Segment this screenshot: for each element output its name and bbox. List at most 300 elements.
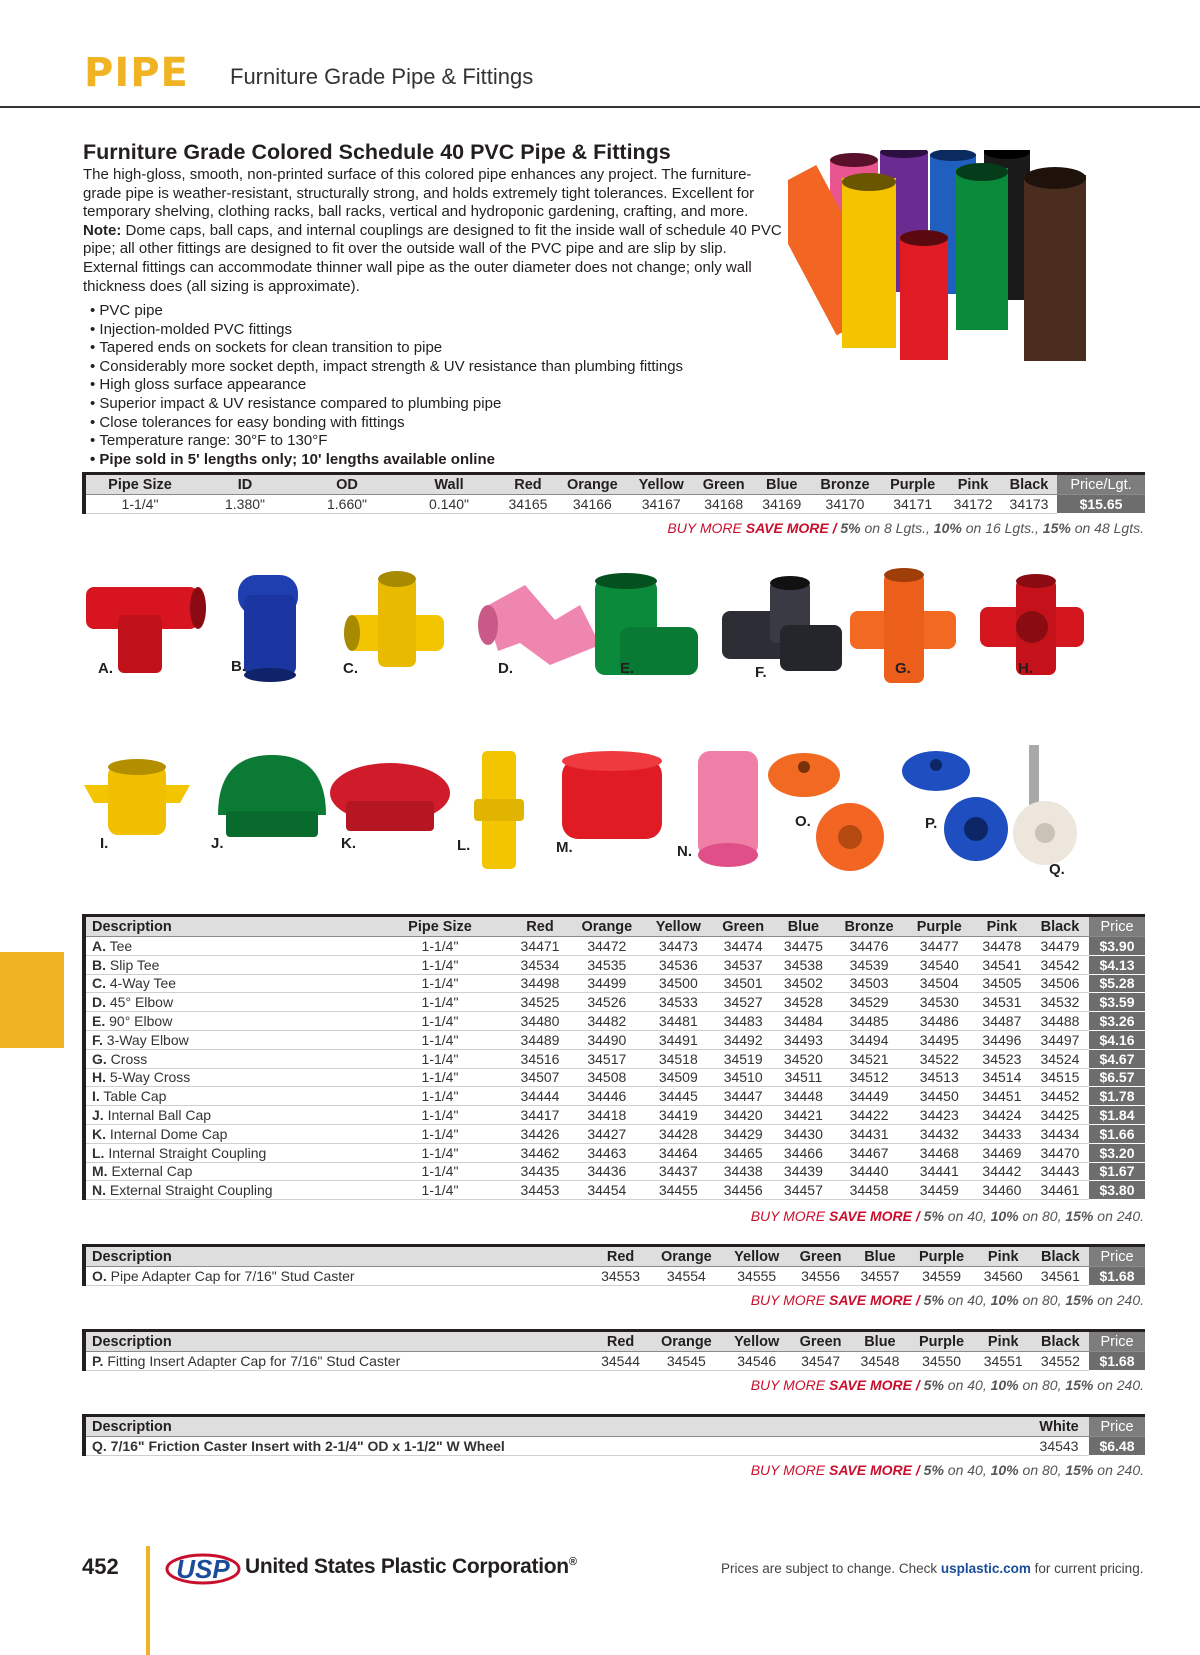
cell: 34454 xyxy=(569,1181,645,1200)
price-cell: $1.84 xyxy=(1089,1106,1145,1125)
item-letter: G. xyxy=(92,1050,107,1067)
table-row xyxy=(84,993,1145,1012)
cell: 34464 xyxy=(645,1143,712,1162)
description-cell xyxy=(84,1030,369,1049)
col-pink: Pink xyxy=(973,916,1031,937)
cell: 34424 xyxy=(973,1106,1031,1125)
promo-on: on xyxy=(943,1208,968,1224)
item-letter: O. xyxy=(92,1267,107,1284)
col-green: Green xyxy=(712,916,774,937)
cell: 34469 xyxy=(973,1143,1031,1162)
promo-note-insert xyxy=(751,1377,1144,1393)
promo-qty: 240. xyxy=(1116,1208,1144,1224)
item-letter: B. xyxy=(92,956,106,973)
cell: 34503 xyxy=(832,974,905,993)
cell: 34471 xyxy=(511,937,569,956)
cell: 34173 xyxy=(1001,495,1057,514)
cell: 34451 xyxy=(973,1087,1031,1106)
col-purple: Purple xyxy=(908,1331,974,1352)
cell: 1-1/4" xyxy=(369,974,511,993)
caster-table-header xyxy=(84,1416,1145,1437)
promo-on: on xyxy=(1093,1377,1117,1393)
item-desc: Fitting Insert Adapter Cap for 7/16" Stud Caster xyxy=(107,1352,401,1369)
cell: 34561 xyxy=(1032,1267,1089,1286)
price-cell: $3.80 xyxy=(1089,1181,1145,1200)
table-row xyxy=(84,1437,1145,1456)
promo-buy: BUY MORE xyxy=(750,1462,829,1478)
promo-qty: 16 Lgts., xyxy=(985,520,1043,536)
cell: 34545 xyxy=(649,1352,723,1371)
description-cell xyxy=(84,993,369,1012)
description-cell xyxy=(84,1181,369,1200)
cell: 34434 xyxy=(1031,1124,1089,1143)
cell: 1.660" xyxy=(296,495,398,514)
registered-mark: ® xyxy=(568,1556,577,1568)
cell: 34502 xyxy=(774,974,832,993)
elbow-90-fitting xyxy=(595,573,698,675)
cell: 34482 xyxy=(569,1012,645,1031)
cell: 34539 xyxy=(832,955,905,974)
item-desc: Slip Tee xyxy=(109,956,160,973)
table-row xyxy=(84,955,1145,974)
cell: 34491 xyxy=(645,1030,712,1049)
internal-coupling-fitting xyxy=(474,751,524,869)
col-description: Description xyxy=(84,916,369,937)
promo-pct: 15% xyxy=(1065,1292,1094,1308)
cell: 34478 xyxy=(973,937,1031,956)
cell: 34552 xyxy=(1032,1352,1089,1371)
cell: 34479 xyxy=(1031,937,1089,956)
label-k: K. xyxy=(341,835,356,852)
promo-buy: BUY MORE xyxy=(750,1292,829,1308)
cell: 34466 xyxy=(774,1143,832,1162)
item-letter: E. xyxy=(92,1013,106,1030)
promo-pct: 5% xyxy=(923,1292,944,1308)
col-red: Red xyxy=(592,1246,649,1267)
promo-note-caster xyxy=(751,1462,1144,1478)
col-red: Red xyxy=(500,474,556,495)
cell: 34422 xyxy=(832,1106,905,1125)
col-blue: Blue xyxy=(754,474,810,495)
item-letter: H. xyxy=(92,1069,106,1086)
price-cell: $1.78 xyxy=(1089,1087,1145,1106)
col-wall: Wall xyxy=(398,474,500,495)
cell: 34505 xyxy=(973,974,1031,993)
adapter-cap-table xyxy=(82,1244,1145,1286)
col-green: Green xyxy=(790,1331,852,1352)
cell: 34467 xyxy=(832,1143,905,1162)
company-name xyxy=(245,1555,577,1579)
table-row xyxy=(84,1267,1145,1286)
external-cap-fitting xyxy=(562,751,662,839)
promo-qty: 80, xyxy=(1042,1377,1066,1393)
cell: 34529 xyxy=(832,993,905,1012)
cell: 1-1/4" xyxy=(84,495,194,514)
col-orange: Orange xyxy=(649,1246,723,1267)
cell: 1.380" xyxy=(194,495,296,514)
feature-item: • Superior impact & UV resistance compared to plumbing pipe xyxy=(90,395,683,414)
cell: 34546 xyxy=(724,1352,790,1371)
cell: 34432 xyxy=(906,1124,973,1143)
col-orange: Orange xyxy=(556,474,629,495)
cell: 34535 xyxy=(569,955,645,974)
price-cell: $3.90 xyxy=(1089,937,1145,956)
item-desc: Q. 7/16" Friction Caster Insert with 2-1/4" OD x 1-1/2" W Wheel xyxy=(92,1437,505,1454)
cell: 1-1/4" xyxy=(369,1162,511,1181)
label-q: Q. xyxy=(1049,861,1065,878)
cell: 34514 xyxy=(973,1068,1031,1087)
item-desc: 4-Way Tee xyxy=(109,975,177,992)
cell: 34550 xyxy=(908,1352,974,1371)
promo-buy: BUY MORE xyxy=(750,1377,829,1393)
cell: 34421 xyxy=(774,1106,832,1125)
price-cell: $4.16 xyxy=(1089,1030,1145,1049)
cell: 34429 xyxy=(712,1124,774,1143)
cell: 34433 xyxy=(973,1124,1031,1143)
col-bronze: Bronze xyxy=(810,474,881,495)
feature-list xyxy=(90,302,683,469)
cell: 34507 xyxy=(511,1068,569,1087)
col-pink: Pink xyxy=(975,1246,1032,1267)
header-rule xyxy=(0,106,1200,108)
three-way-elbow-fitting xyxy=(722,576,842,671)
col-purple: Purple xyxy=(908,1246,974,1267)
col-red: Red xyxy=(592,1331,649,1352)
pipe-green xyxy=(956,163,1008,330)
label-f: F. xyxy=(755,664,767,681)
col-od: OD xyxy=(296,474,398,495)
cell: 34555 xyxy=(724,1267,790,1286)
cell: 34528 xyxy=(774,993,832,1012)
cell: 34483 xyxy=(712,1012,774,1031)
cell: 34509 xyxy=(645,1068,712,1087)
item-desc: Tee xyxy=(109,937,133,954)
col-price: Price xyxy=(1089,1416,1145,1437)
cell: 34476 xyxy=(832,937,905,956)
item-letter: N. xyxy=(92,1182,106,1199)
description-cell xyxy=(84,1068,369,1087)
col-price: Price/Lgt. xyxy=(1057,474,1145,495)
table-row xyxy=(84,1087,1145,1106)
cell: 34485 xyxy=(832,1012,905,1031)
promo-qty: 240. xyxy=(1116,1462,1144,1478)
cell: 34557 xyxy=(851,1267,908,1286)
cell: 34457 xyxy=(774,1181,832,1200)
caster-table xyxy=(82,1414,1145,1456)
item-letter: L. xyxy=(92,1144,105,1161)
description-cell xyxy=(84,1352,592,1371)
cell: 34165 xyxy=(500,495,556,514)
label-g: G. xyxy=(895,660,911,677)
item-desc: External Cap xyxy=(111,1163,193,1180)
label-b: B. xyxy=(231,658,246,675)
table-row xyxy=(84,937,1145,956)
cell: 1-1/4" xyxy=(369,1030,511,1049)
cell: 34489 xyxy=(511,1030,569,1049)
cell: 34504 xyxy=(906,974,973,993)
label-c: C. xyxy=(343,660,358,677)
col-purple: Purple xyxy=(906,916,973,937)
colored-pipes-image xyxy=(788,150,1138,362)
cell: 34465 xyxy=(712,1143,774,1162)
cell: 34436 xyxy=(569,1162,645,1181)
item-letter: K. xyxy=(92,1125,106,1142)
price-cell: $1.68 xyxy=(1089,1352,1145,1371)
promo-qty: 48 Lgts. xyxy=(1094,520,1144,536)
feature-item: • Close tolerances for easy bonding with fittings xyxy=(90,414,683,433)
item-letter: A. xyxy=(92,937,106,954)
cell: 34428 xyxy=(645,1124,712,1143)
four-way-tee-fitting xyxy=(344,571,444,667)
cell: 34446 xyxy=(569,1087,645,1106)
cell: 34473 xyxy=(645,937,712,956)
promo-note-fittings xyxy=(751,1208,1144,1224)
cell: 34538 xyxy=(774,955,832,974)
cell: 34559 xyxy=(908,1267,974,1286)
promo-on: on xyxy=(1018,1462,1042,1478)
pipe-table xyxy=(82,472,1145,514)
item-letter: M. xyxy=(92,1163,108,1180)
feature-item-bold: • Pipe sold in 5' lengths only; 10' lengths available online xyxy=(90,451,683,470)
cell: 34172 xyxy=(945,495,1001,514)
description-cell xyxy=(84,1437,1029,1456)
promo-save: SAVE MORE / xyxy=(829,1462,924,1478)
cell: 34542 xyxy=(1031,955,1089,974)
col-description: Description xyxy=(84,1331,592,1352)
cell: 34551 xyxy=(975,1352,1032,1371)
col-price: Price xyxy=(1089,916,1145,937)
cell: 34430 xyxy=(774,1124,832,1143)
cell: 34515 xyxy=(1031,1068,1089,1087)
promo-pct: 15% xyxy=(1065,1462,1094,1478)
price-cell: $4.13 xyxy=(1089,955,1145,974)
promo-buy: BUY MORE xyxy=(750,1208,829,1224)
col-description: Description xyxy=(84,1246,592,1267)
promo-note-adapter xyxy=(751,1292,1144,1308)
promo-on: on xyxy=(943,1292,968,1308)
website-link[interactable]: usplastic.com xyxy=(940,1561,1031,1576)
label-a: A. xyxy=(98,660,113,677)
description-cell xyxy=(84,1087,369,1106)
cell: 34554 xyxy=(649,1267,723,1286)
feature-item: • PVC pipe xyxy=(90,302,683,321)
cell: 34468 xyxy=(906,1143,973,1162)
col-description: Description xyxy=(84,1416,1029,1437)
price-cell: $6.48 xyxy=(1089,1437,1145,1456)
col-id: ID xyxy=(194,474,296,495)
cell: 34463 xyxy=(569,1143,645,1162)
item-desc: Pipe Adapter Cap for 7/16" Stud Caster xyxy=(110,1267,355,1284)
feature-item: • Considerably more socket depth, impact strength & UV resistance than plumbing fittings xyxy=(90,358,683,377)
price-cell: $6.57 xyxy=(1089,1068,1145,1087)
cell: 34455 xyxy=(645,1181,712,1200)
label-p: P. xyxy=(925,815,938,832)
cell: 34511 xyxy=(774,1068,832,1087)
col-black: Black xyxy=(1001,474,1057,495)
cell: 34519 xyxy=(712,1049,774,1068)
cell: 34492 xyxy=(712,1030,774,1049)
promo-save: SAVE MORE / xyxy=(745,520,841,536)
disclaimer-text: Prices are subject to change. Check xyxy=(721,1561,941,1576)
fitting-insert-adapter-cap xyxy=(902,751,1008,861)
col-white: White xyxy=(1029,1416,1089,1437)
table-row xyxy=(84,1162,1145,1181)
cell: 34487 xyxy=(973,1012,1031,1031)
col-black: Black xyxy=(1031,916,1089,937)
description-cell xyxy=(84,1106,369,1125)
item-desc: Internal Ball Cap xyxy=(107,1107,212,1124)
label-h: H. xyxy=(1018,660,1033,677)
cell: 34495 xyxy=(906,1030,973,1049)
item-letter: F. xyxy=(92,1031,103,1048)
cell: 1-1/4" xyxy=(369,1012,511,1031)
col-green: Green xyxy=(694,474,754,495)
label-o: O. xyxy=(795,813,811,830)
cell: 34481 xyxy=(645,1012,712,1031)
promo-qty: 40, xyxy=(967,1292,991,1308)
cell: 34169 xyxy=(754,495,810,514)
cell: 1-1/4" xyxy=(369,993,511,1012)
cell: 34533 xyxy=(645,993,712,1012)
cell: 34452 xyxy=(1031,1087,1089,1106)
price-cell: $3.20 xyxy=(1089,1143,1145,1162)
promo-on: on xyxy=(1070,520,1095,536)
cell: 34484 xyxy=(774,1012,832,1031)
intro-text-b: Dome caps, ball caps, and internal couplings are designed to fit the inside wall of schedule 40 PVC pipe; all other fittings are designed to fit over the outside wall of the PVC pipe and are slip by slip. External fittings can accommodate thinner wall pipe as the outer diameter does not change; only wall thickness does (all sizing is approximate). xyxy=(83,221,782,295)
table-row xyxy=(84,1106,1145,1125)
elbow-45-fitting xyxy=(478,585,600,665)
cell: 34439 xyxy=(774,1162,832,1181)
cell: 1-1/4" xyxy=(369,1068,511,1087)
cell: 34431 xyxy=(832,1124,905,1143)
cell: 34472 xyxy=(569,937,645,956)
cell: 34444 xyxy=(511,1087,569,1106)
price-disclaimer xyxy=(721,1561,1143,1576)
cell: 34499 xyxy=(569,974,645,993)
cell: 34518 xyxy=(645,1049,712,1068)
promo-save: SAVE MORE / xyxy=(829,1208,924,1224)
cell: 34531 xyxy=(973,993,1031,1012)
cell: 0.140" xyxy=(398,495,500,514)
table-row xyxy=(84,1030,1145,1049)
fittings-row-2-image xyxy=(80,745,1145,875)
cell: 34548 xyxy=(851,1352,908,1371)
promo-qty: 80, xyxy=(1042,1208,1066,1224)
cell: 34426 xyxy=(511,1124,569,1143)
promo-pct: 5% xyxy=(923,1208,944,1224)
footer-bar xyxy=(146,1546,150,1655)
cell: 34544 xyxy=(592,1352,649,1371)
price-cell: $1.68 xyxy=(1089,1267,1145,1286)
promo-pct: 10% xyxy=(933,520,962,536)
cell: 1-1/4" xyxy=(369,1143,511,1162)
cell: 34496 xyxy=(973,1030,1031,1049)
cell: 1-1/4" xyxy=(369,937,511,956)
insert-table-header xyxy=(84,1331,1145,1352)
cell: 34547 xyxy=(790,1352,852,1371)
promo-pct: 10% xyxy=(990,1292,1019,1308)
col-blue: Blue xyxy=(851,1246,908,1267)
promo-on: on xyxy=(1018,1292,1042,1308)
table-row xyxy=(84,1068,1145,1087)
cell: 34453 xyxy=(511,1181,569,1200)
promo-on: on xyxy=(1018,1377,1042,1393)
col-pink: Pink xyxy=(975,1331,1032,1352)
cell: 34501 xyxy=(712,974,774,993)
description-cell xyxy=(84,974,369,993)
cell: 34508 xyxy=(569,1068,645,1087)
col-orange: Orange xyxy=(569,916,645,937)
cell: 34448 xyxy=(774,1087,832,1106)
item-desc: 5-Way Cross xyxy=(109,1069,191,1086)
promo-pct: 15% xyxy=(1065,1377,1094,1393)
table-row xyxy=(84,1049,1145,1068)
label-e: E. xyxy=(620,660,635,677)
product-title: Furniture Grade Colored Schedule 40 PVC Pipe & Fittings xyxy=(83,140,671,164)
col-black: Black xyxy=(1032,1246,1089,1267)
intro-paragraph xyxy=(83,166,783,296)
promo-qty: 80, xyxy=(1042,1292,1066,1308)
cell: 34435 xyxy=(511,1162,569,1181)
cell: 34512 xyxy=(832,1068,905,1087)
cell: 34543 xyxy=(1029,1437,1089,1456)
pipe-adapter-cap-fitting xyxy=(768,753,884,871)
item-desc: 90° Elbow xyxy=(109,1013,173,1030)
cell: 34437 xyxy=(645,1162,712,1181)
table-cap-fitting xyxy=(84,759,190,835)
col-price: Price xyxy=(1089,1246,1145,1267)
promo-pct: 15% xyxy=(1042,520,1071,536)
label-d: D. xyxy=(498,660,513,677)
item-letter: I. xyxy=(92,1088,100,1105)
caster-insert-fitting xyxy=(1013,745,1077,865)
promo-qty: 40, xyxy=(967,1208,991,1224)
cell: 34523 xyxy=(973,1049,1031,1068)
table-row xyxy=(84,1124,1145,1143)
cell: 34524 xyxy=(1031,1049,1089,1068)
promo-save: SAVE MORE / xyxy=(829,1292,924,1308)
cell: 34170 xyxy=(810,495,881,514)
promo-on: on xyxy=(943,1377,968,1393)
item-letter: J. xyxy=(92,1107,104,1124)
logo-text: USP xyxy=(176,1554,230,1584)
cell: 34460 xyxy=(973,1181,1031,1200)
fittings-table-header xyxy=(84,916,1145,937)
cell: 34490 xyxy=(569,1030,645,1049)
promo-pct: 5% xyxy=(840,520,861,536)
cell: 34474 xyxy=(712,937,774,956)
promo-pct: 15% xyxy=(1065,1208,1094,1224)
promo-pct: 5% xyxy=(923,1462,944,1478)
table-row xyxy=(84,495,1145,514)
cell: 34470 xyxy=(1031,1143,1089,1162)
promo-pct: 10% xyxy=(990,1462,1019,1478)
label-j: J. xyxy=(211,835,224,852)
promo-qty: 8 Lgts., xyxy=(883,520,934,536)
price-cell: $1.66 xyxy=(1089,1124,1145,1143)
col-black: Black xyxy=(1032,1331,1089,1352)
cell: 1-1/4" xyxy=(369,1106,511,1125)
item-desc: Cross xyxy=(110,1050,148,1067)
col-orange: Orange xyxy=(649,1331,723,1352)
item-letter: P. xyxy=(92,1352,104,1369)
promo-pct: 5% xyxy=(923,1377,944,1393)
description-cell xyxy=(84,937,369,956)
internal-dome-cap-fitting xyxy=(330,763,450,831)
promo-qty: 40, xyxy=(967,1377,991,1393)
cell: 34477 xyxy=(906,937,973,956)
table-row xyxy=(84,974,1145,993)
